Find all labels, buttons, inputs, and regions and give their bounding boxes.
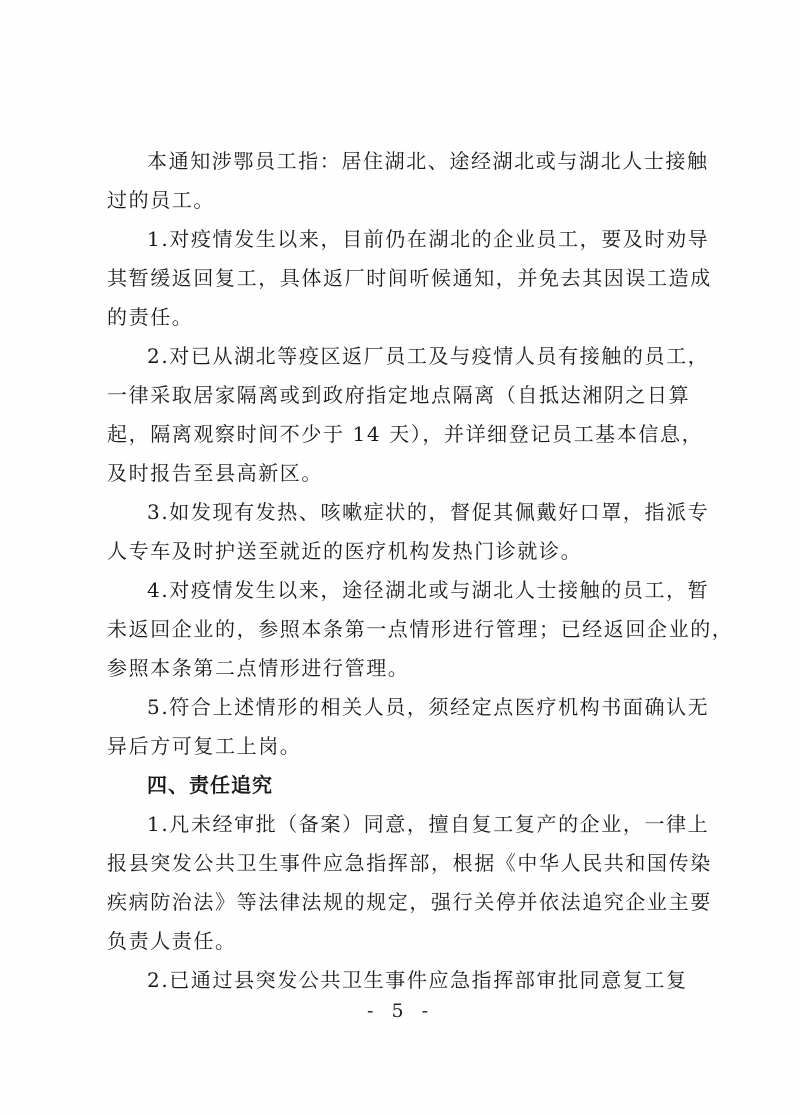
text-line: 及时报告至县高新区。	[107, 461, 323, 485]
text-line: 人专车及时护送至就近的医疗机构发热门诊就诊。	[107, 539, 583, 563]
text-line: 负责人责任。	[107, 929, 237, 953]
text-line: 1.对疫情发生以来，目前仍在湖北的企业员工，要及时劝导	[147, 227, 710, 251]
text-line: 未返回企业的，参照本条第一点情形进行管理；已经返回企业的，	[107, 617, 734, 641]
text-line: 5.符合上述情形的相关人员，须经定点医疗机构书面确认无	[147, 695, 710, 719]
text-line: 报县突发公共卫生事件应急指挥部，根据《中华人民共和国传染	[107, 851, 712, 875]
section-heading: 四、责任追究	[147, 773, 273, 797]
text-line: 4.对疫情发生以来，途径湖北或与湖北人士接触的员工，暂	[147, 578, 710, 602]
text-line: 其暂缓返回复工，具体返厂时间听候通知，并免去其因误工造成	[107, 266, 712, 290]
text-line: 2.对已从湖北等疫区返厂员工及与疫情人员有接触的员工，	[147, 344, 710, 368]
page-number: - 5 -	[366, 1000, 434, 1022]
text-line: 1.凡未经审批（备案）同意，擅自复工复产的企业，一律上	[147, 812, 710, 836]
text-line: 2.已通过县突发公共卫生事件应急指挥部审批同意复工复	[147, 968, 688, 992]
text-line: 3.如发现有发热、咳嗽症状的，督促其佩戴好口罩，指派专	[147, 500, 710, 524]
text-line: 起，隔离观察时间不少于 14 天），并详细登记员工基本信息，	[107, 422, 704, 446]
text-line: 本通知涉鄂员工指：居住湖北、途经湖北或与湖北人士接触	[147, 149, 709, 173]
document-body	[107, 142, 734, 1000]
text-line: 的责任。	[107, 305, 194, 329]
text-line: 过的员工。	[107, 188, 215, 212]
text-line: 疾病防治法》等法律法规的规定，强行关停并依法追究企业主要	[107, 890, 712, 914]
text-line: 异后方可复工上岗。	[107, 734, 302, 758]
text-line: 参照本条第二点情形进行管理。	[107, 656, 410, 680]
text-line: 一律采取居家隔离或到政府指定地点隔离（自抵达湘阴之日算	[107, 383, 691, 407]
